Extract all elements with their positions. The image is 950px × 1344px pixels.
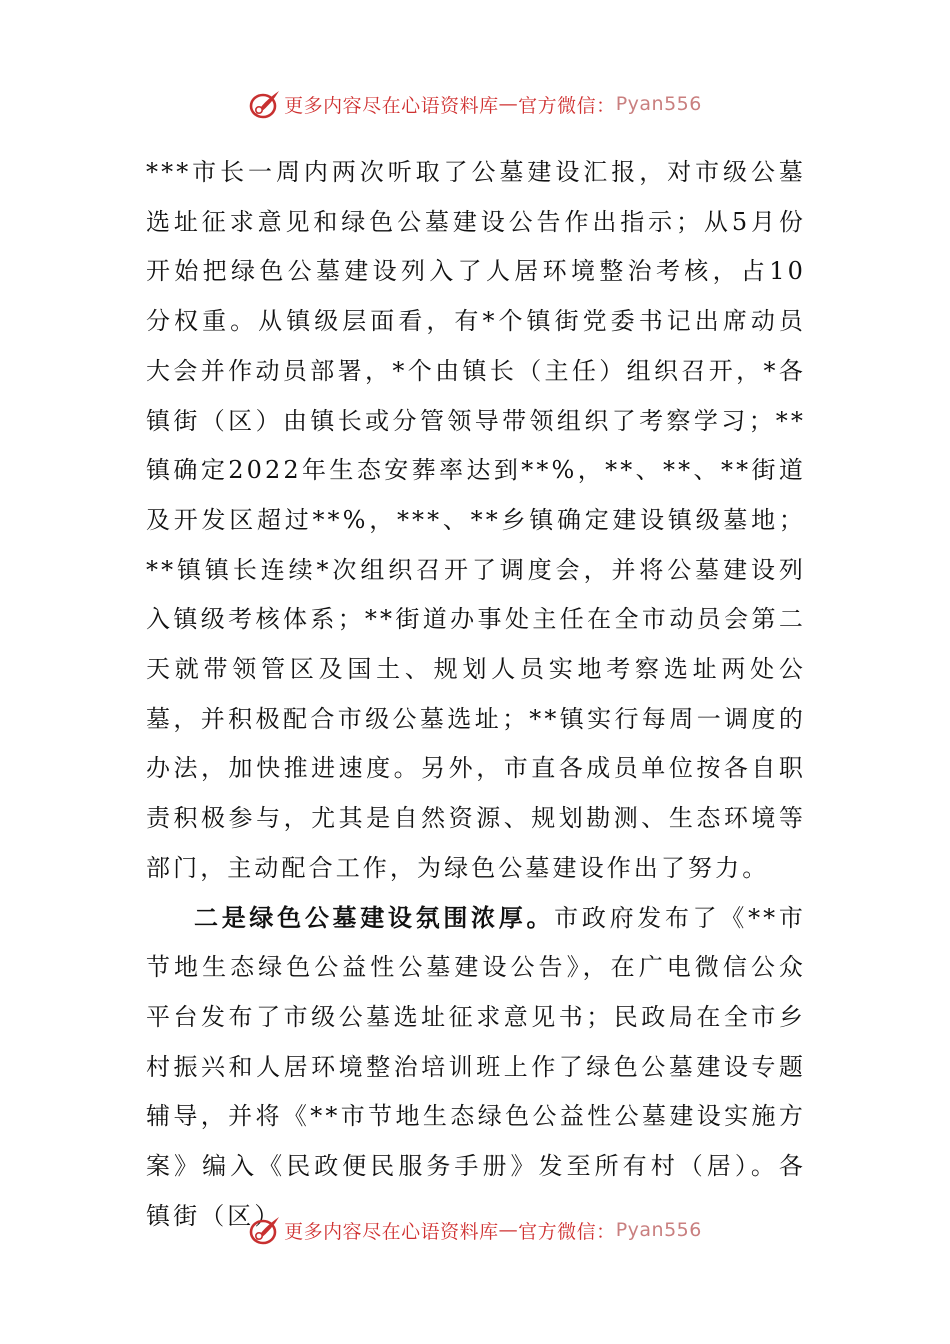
watermark-dash: — bbox=[498, 1219, 519, 1241]
paragraph-2 bbox=[146, 894, 806, 1242]
paragraph-2-lead: 二是绿色公墓建设氛围浓厚。 bbox=[194, 903, 555, 932]
header-watermark bbox=[0, 84, 950, 124]
watermark-wechat-text: 官方微信： bbox=[518, 1220, 616, 1243]
watermark-site-text: 更多内容尽在心语资料库 bbox=[284, 94, 499, 117]
footer-watermark bbox=[0, 1210, 950, 1250]
quill-seal-icon bbox=[248, 87, 282, 121]
watermark-brand: Pyan556 bbox=[615, 1219, 702, 1241]
watermark-site-text: 更多内容尽在心语资料库 bbox=[284, 1220, 499, 1243]
watermark-brand: Pyan556 bbox=[615, 93, 702, 115]
watermark-dash: — bbox=[498, 93, 519, 115]
document-body bbox=[146, 148, 806, 1241]
watermark-wechat-text: 官方微信： bbox=[518, 94, 616, 117]
paragraph-1: ***市长一周内两次听取了公墓建设汇报，对市级公墓选址征求意见和绿色公墓建设公告作出指示；从5月份开始把绿色公墓建设列入了人居环境整治考核，占10分权重。从镇级层面看，有*个镇街党委书记出席动员大会并作动员部署，*个由镇长（主任）组织召开，*各镇街（区）由镇长或分管领导带领组织了考察学习；**镇确定2022年生态安葬率达到**%，**、**、**街道及开发区超过**%，***、**乡镇确定建设镇级墓地；**镇镇长连续*次组织召开了调度会，并将公墓建设列入镇级考核体系；**街道办事处主任在全市动员会第二天就带领管区及国土、规划人员实地考察选址两处公墓，并积极配合市级公墓选址；**镇实行每周一调度的办法，加快推进速度。另外，市直各成员单位按各自职责积极参与，尤其是自然资源、规划勘测、生态环境等部门，主动配合工作，为绿色公墓建设作出了努力。 bbox=[146, 158, 806, 882]
quill-seal-icon bbox=[248, 1213, 282, 1247]
paragraph-2-text: 市政府发布了《**市节地生态绿色公益性公墓建设公告》，在广电微信公众平台发布了市级公墓选址征求意见书；民政局在全市乡村振兴和人居环境整治培训班上作了绿色公墓建设专题辅导，并将《**市节地生态绿色公益性公墓建设实施方案》编入《民政便民服务手册》发至所有村（居）。各镇街（区） bbox=[146, 903, 806, 1230]
